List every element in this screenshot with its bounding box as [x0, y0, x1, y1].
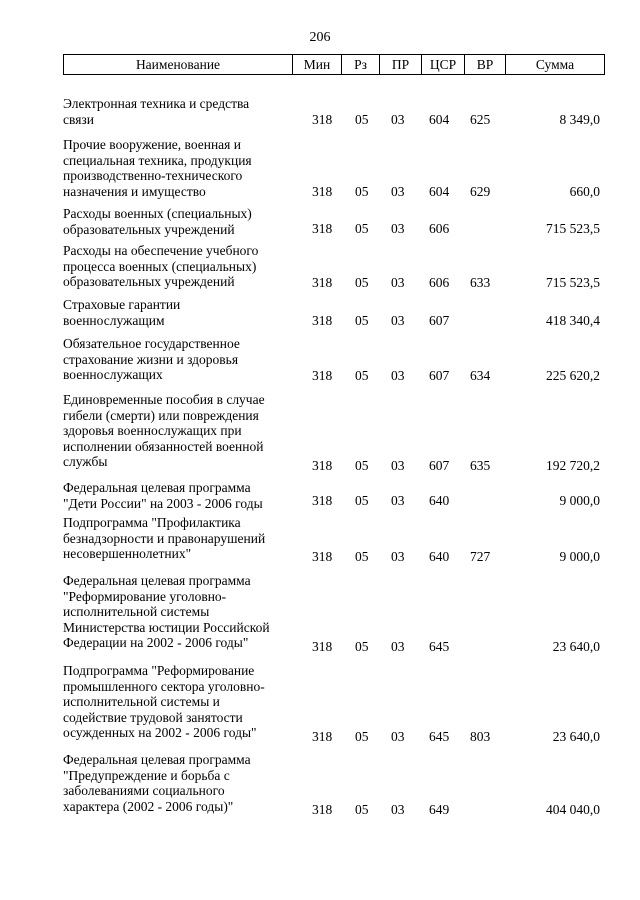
cell-rz: 05	[355, 802, 369, 817]
cell-pr: 03	[391, 729, 405, 744]
cell-pr: 03	[391, 493, 405, 508]
cell-pr: 03	[391, 639, 405, 654]
table-row	[0, 480, 640, 509]
cell-pr: 03	[391, 802, 405, 817]
cell-csr: 645	[429, 729, 450, 744]
cell-rz: 05	[355, 313, 369, 328]
header-csr: ЦСР	[422, 55, 465, 74]
cell-min: 318	[312, 549, 333, 564]
cell-sum: 9 000,0	[559, 549, 600, 564]
cell-vr: 727	[470, 549, 491, 564]
row-name: Электронная техника и средства связи	[63, 96, 250, 127]
row-name: Прочие вооружение, военная и специальная техника, продукция производственно-технического назначения и имущество	[63, 137, 252, 199]
table-row	[0, 663, 640, 745]
cell-rz: 05	[355, 458, 369, 473]
cell-sum: 225 620,2	[546, 368, 600, 383]
cell-csr: 606	[429, 221, 450, 236]
cell-vr: 803	[470, 729, 491, 744]
cell-csr: 604	[429, 112, 450, 127]
row-name: Подпрограмма "Реформирование промышленного сектора уголовно- исполнительной системы и содействие трудовой занятости осужденных на 2002 - 2006 годы"	[63, 663, 265, 741]
cell-rz: 05	[355, 275, 369, 290]
cell-min: 318	[312, 221, 333, 236]
cell-pr: 03	[391, 275, 405, 290]
cell-rz: 05	[355, 493, 369, 508]
cell-sum: 715 523,5	[546, 221, 600, 236]
cell-min: 318	[312, 493, 333, 508]
cell-pr: 03	[391, 549, 405, 564]
cell-csr: 649	[429, 802, 450, 817]
header-pr: ПР	[380, 55, 422, 74]
cell-sum: 715 523,5	[546, 275, 600, 290]
row-name: Расходы на обеспечение учебного процесса военных (специальных) образовательных учреждений	[63, 243, 259, 290]
table-row	[0, 573, 640, 655]
cell-rz: 05	[355, 549, 369, 564]
cell-rz: 05	[355, 221, 369, 236]
cell-min: 318	[312, 112, 333, 127]
table-header	[63, 54, 605, 75]
cell-min: 318	[312, 313, 333, 328]
row-name: Обязательное государственное страхование жизни и здоровья военнослужащих	[63, 336, 240, 383]
header-rz: Рз	[342, 55, 380, 74]
cell-pr: 03	[391, 112, 405, 127]
cell-csr: 607	[429, 458, 450, 473]
cell-sum: 418 340,4	[546, 313, 600, 328]
table-row	[0, 297, 640, 329]
cell-csr: 607	[429, 368, 450, 383]
cell-min: 318	[312, 639, 333, 654]
table-row	[0, 752, 640, 818]
row-name: Подпрограмма "Профилактика безнадзорности и правонарушений несовершеннолетних"	[63, 515, 266, 562]
cell-pr: 03	[391, 313, 405, 328]
cell-sum: 23 640,0	[552, 729, 600, 744]
cell-min: 318	[312, 458, 333, 473]
cell-csr: 640	[429, 493, 450, 508]
row-name: Федеральная целевая программа "Реформирование уголовно- исполнительной системы Министерства юстиции Российской Федерации на 2002 - 2006 годы"	[63, 573, 270, 651]
page-number: 206	[309, 30, 331, 45]
cell-csr: 607	[429, 313, 450, 328]
table-row	[0, 336, 640, 384]
row-name: Единовременные пособия в случае гибели (смерти) или повреждения здоровья военнослужащих при исполнении обязанностей военной службы	[63, 392, 265, 470]
table-row	[0, 243, 640, 291]
row-name: Федеральная целевая программа "Предупреждение и борьба с заболеваниями социального характера (2002 - 2006 годы)"	[63, 752, 251, 814]
table-row	[0, 392, 640, 474]
table-row	[0, 137, 640, 200]
cell-vr: 629	[470, 184, 491, 199]
cell-vr: 625	[470, 112, 491, 127]
cell-min: 318	[312, 802, 333, 817]
table-row	[0, 96, 640, 128]
cell-rz: 05	[355, 184, 369, 199]
cell-rz: 05	[355, 368, 369, 383]
table-row	[0, 206, 640, 237]
cell-csr: 645	[429, 639, 450, 654]
cell-sum: 23 640,0	[552, 639, 600, 654]
header-min: Мин	[293, 55, 342, 74]
cell-sum: 404 040,0	[546, 802, 600, 817]
cell-sum: 192 720,2	[546, 458, 600, 473]
cell-sum: 8 349,0	[559, 112, 600, 127]
cell-pr: 03	[391, 368, 405, 383]
header-name: Наименование	[64, 55, 293, 74]
cell-vr: 635	[470, 458, 491, 473]
cell-rz: 05	[355, 112, 369, 127]
cell-min: 318	[312, 729, 333, 744]
cell-pr: 03	[391, 184, 405, 199]
cell-sum: 660,0	[569, 184, 600, 199]
cell-min: 318	[312, 184, 333, 199]
cell-pr: 03	[391, 458, 405, 473]
row-name: Расходы военных (специальных) образовательных учреждений	[63, 206, 252, 237]
cell-vr: 633	[470, 275, 491, 290]
cell-min: 318	[312, 275, 333, 290]
row-name: Федеральная целевая программа "Дети России" на 2003 - 2006 годы	[63, 480, 263, 511]
cell-csr: 606	[429, 275, 450, 290]
header-sum: Сумма	[535, 57, 575, 72]
cell-sum: 9 000,0	[559, 493, 600, 508]
cell-csr: 640	[429, 549, 450, 564]
cell-rz: 05	[355, 729, 369, 744]
cell-vr: 634	[470, 368, 491, 383]
cell-pr: 03	[391, 221, 405, 236]
cell-csr: 604	[429, 184, 450, 199]
header-vr: ВР	[465, 55, 506, 74]
row-name: Страховые гарантии военнослужащим	[63, 297, 181, 328]
cell-min: 318	[312, 368, 333, 383]
cell-rz: 05	[355, 639, 369, 654]
table-row	[0, 515, 640, 565]
